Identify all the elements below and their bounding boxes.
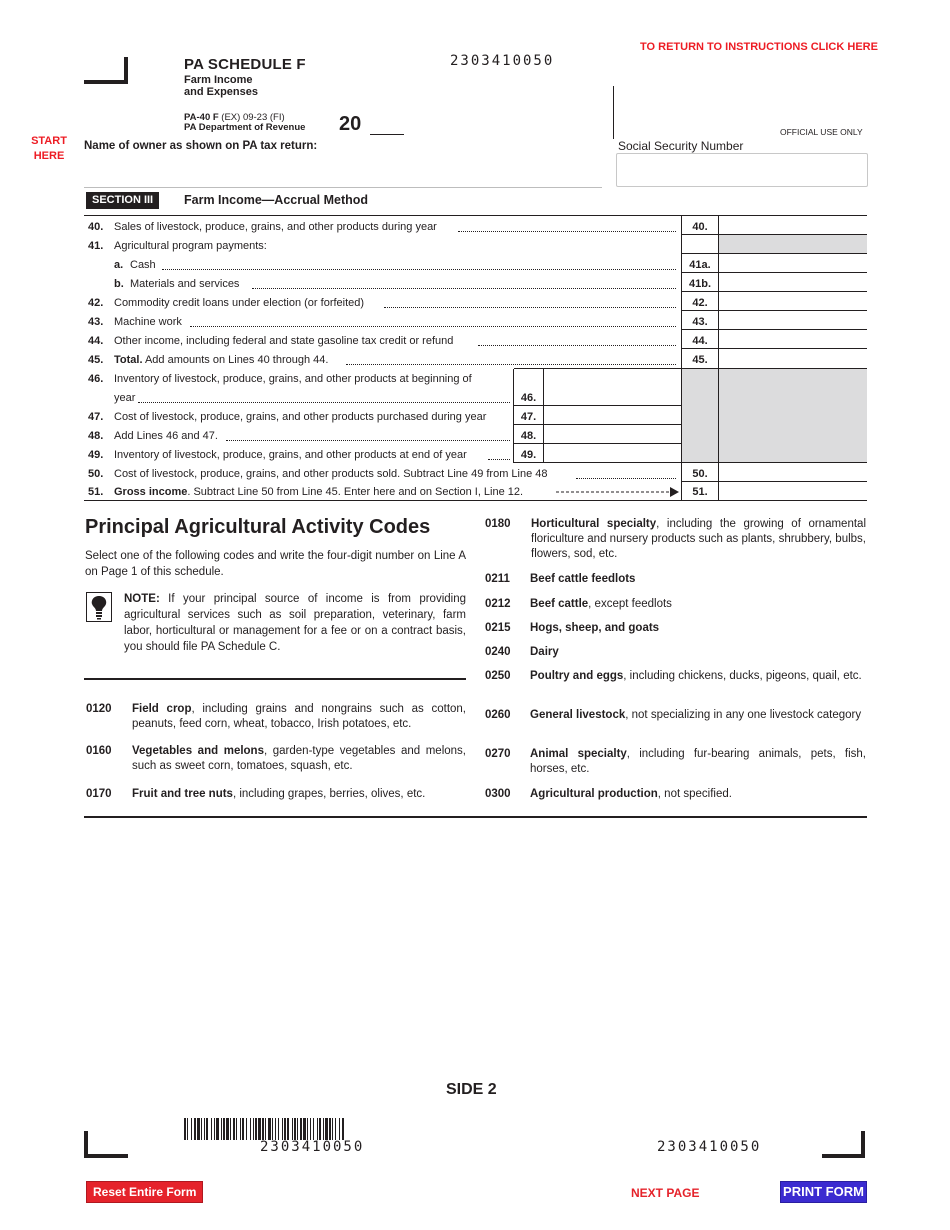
- shade-46-49-amtcol: [719, 369, 867, 463]
- line-49: [88, 449, 467, 462]
- section-title: Farm Income—Accrual Method: [184, 193, 369, 207]
- note-text: If your principal source of income is from providing agricultural services such as soil preparation, veterinary, farm labor, horticultural or management for a fee or on a contract basis, you should file PA Schedule C.: [124, 593, 466, 653]
- code-number: 0250: [485, 670, 511, 682]
- code-description: [530, 621, 866, 636]
- line-42-number: 42.: [88, 297, 104, 309]
- line-41a-text: Cash: [130, 259, 156, 271]
- line-40-number: 40.: [88, 221, 104, 233]
- line-49-number: 49.: [88, 449, 104, 461]
- line-51: [88, 486, 523, 499]
- line-41: [88, 240, 267, 253]
- form-code-bold: PA-40 F: [184, 112, 219, 123]
- line-43-ref: 43.: [692, 316, 708, 328]
- code-row: [485, 572, 866, 588]
- line-40: [88, 221, 437, 234]
- code-number: 0240: [485, 646, 511, 658]
- corner-mark-bottom-left-h: [84, 1154, 128, 1158]
- department-name: PA Department of Revenue: [184, 122, 306, 133]
- line-49-amount[interactable]: [545, 444, 680, 462]
- section-badge: SECTION III: [86, 192, 159, 209]
- line-41b-letter: b.: [114, 278, 124, 290]
- line-50-number: 50.: [88, 468, 104, 480]
- line-46-text: Inventory of livestock, produce, grains, and other products at beginning of: [114, 373, 472, 385]
- line-43-amount[interactable]: [720, 311, 866, 329]
- line-45-number: 45.: [88, 354, 104, 366]
- line-46-cont: [114, 392, 135, 405]
- line-42-leader: [384, 307, 676, 308]
- code-number: 0160: [86, 745, 112, 757]
- row-rule: [514, 368, 867, 369]
- line-42-amount[interactable]: [720, 292, 866, 310]
- line-41b-text: Materials and services: [130, 278, 240, 290]
- line-43-number: 43.: [88, 316, 104, 328]
- line-50-leader: [576, 478, 676, 479]
- line-40-ref: 40.: [692, 221, 708, 233]
- code-row: [485, 708, 866, 740]
- line-48-number: 48.: [88, 430, 104, 442]
- line-46-text2: year: [114, 392, 136, 404]
- code-name: Fruit and tree nuts: [132, 788, 233, 800]
- code-name: Dairy: [530, 646, 559, 658]
- line-47: [88, 411, 486, 424]
- line-47-ref: 47.: [520, 411, 537, 423]
- line-46-leader: [138, 402, 510, 403]
- line-48-ref: 48.: [520, 430, 537, 442]
- tax-year-prefix: 20: [339, 113, 362, 135]
- code-desc: , including fur-bearing animals, pets, fish, horses, etc.: [530, 748, 866, 775]
- tax-year-input-line[interactable]: [370, 134, 404, 135]
- codes-bottom-rule: [84, 816, 867, 818]
- code-row: [485, 645, 866, 661]
- line-51-arrow-icon: [556, 486, 680, 498]
- code-description: [530, 597, 866, 612]
- code-row: [485, 747, 866, 779]
- official-use-label: OFFICIAL USE ONLY: [780, 127, 863, 137]
- start-here-line2: HERE: [33, 150, 65, 162]
- code-number: 0120: [86, 703, 112, 715]
- code-row: [86, 787, 466, 803]
- code-name: Beef cattle: [530, 598, 589, 610]
- line-44-ref: 44.: [692, 335, 708, 347]
- line-51-amount[interactable]: [720, 482, 866, 500]
- line-45-bold: Total.: [114, 354, 143, 366]
- line-45-amount[interactable]: [720, 349, 866, 367]
- line-42: [88, 297, 364, 310]
- code-desc: , including chickens, ducks, pigeons, quail, etc.: [623, 670, 862, 682]
- line-51-number: 51.: [88, 486, 104, 498]
- owner-name-input[interactable]: [84, 187, 602, 188]
- corner-mark-bottom-right-h: [822, 1154, 865, 1158]
- start-here-line1: START: [31, 135, 67, 147]
- code-desc: , except feedlots: [588, 598, 672, 610]
- code-description: [132, 744, 466, 774]
- line-41a-leader: [162, 269, 676, 270]
- barcode-icon: [184, 1118, 448, 1140]
- note-label: NOTE:: [124, 593, 160, 605]
- line-47-amount[interactable]: [545, 406, 680, 424]
- line-41b: [88, 278, 239, 291]
- line-40-text: Sales of livestock, produce, grains, and other products during year: [114, 221, 437, 233]
- line-45: [88, 354, 328, 367]
- corner-mark-top-left-h: [84, 80, 128, 84]
- return-to-instructions-link[interactable]: TO RETURN TO INSTRUCTIONS CLICK HERE: [640, 41, 878, 53]
- line-41a-letter: a.: [114, 259, 124, 271]
- owner-name-label: Name of owner as shown on PA tax return:: [84, 140, 318, 152]
- code-description: [530, 787, 866, 802]
- start-here-label: [30, 134, 68, 164]
- code-number: 0270: [485, 748, 511, 760]
- inner-ref-right: [543, 369, 544, 463]
- line-42-ref: 42.: [692, 297, 708, 309]
- line-50-ref: 50.: [692, 468, 708, 480]
- code-name: Hogs, sheep, and goats: [530, 622, 660, 634]
- form-subtitle-line2: and Expenses: [184, 86, 258, 98]
- code-number: 0180: [485, 518, 511, 530]
- line-47-text: Cost of livestock, produce, grains, and other products purchased during year: [114, 411, 487, 423]
- form-code-rest: (EX) 09-23 (FI): [218, 112, 285, 123]
- code-desc: , garden-type vegetables and melons, such as sweet corn, tomatoes, squash, etc.: [132, 745, 466, 772]
- line-50-text: Cost of livestock, produce, grains, and other products sold. Subtract Line 49 from Line 48: [114, 468, 548, 480]
- code-name: Beef cattle feedlots: [530, 573, 636, 585]
- line-46: [88, 373, 472, 386]
- line-40-amount[interactable]: [720, 216, 866, 234]
- line-48-amount[interactable]: [545, 425, 680, 443]
- code-row: [485, 621, 866, 637]
- barcode-number: 2303410050: [260, 1139, 365, 1155]
- line-44-amount[interactable]: [720, 330, 866, 348]
- code-description: [530, 669, 866, 684]
- line-41b-leader: [252, 288, 676, 289]
- code-number: 0260: [485, 709, 511, 721]
- ssn-label: Social Security Number: [618, 139, 744, 153]
- note-paragraph: [124, 591, 466, 655]
- table-bottom-rule: [84, 500, 867, 501]
- next-page-link[interactable]: NEXT PAGE: [631, 1186, 700, 1200]
- note-box: [86, 592, 112, 622]
- form-title: PA SCHEDULE F: [184, 56, 306, 73]
- code-row: [485, 669, 866, 701]
- code-description: [132, 702, 466, 732]
- lightbulb-icon: [87, 593, 111, 621]
- line-44: [88, 335, 453, 348]
- code-number: 0212: [485, 598, 511, 610]
- code-number: 0211: [485, 573, 510, 585]
- form-subtitle: [184, 74, 304, 98]
- ssn-divider: [613, 86, 614, 139]
- code-name: Field crop: [132, 703, 192, 715]
- ssn-input[interactable]: [616, 153, 868, 187]
- line-40-leader: [458, 231, 676, 232]
- line-49-text: Inventory of livestock, produce, grains, and other products at end of year: [114, 449, 467, 461]
- line-44-text: Other income, including federal and state gasoline tax credit or refund: [114, 335, 454, 347]
- line-46-number: 46.: [88, 373, 104, 385]
- print-form-button[interactable]: PRINT FORM: [780, 1181, 867, 1203]
- line-48-text: Add Lines 46 and 47.: [114, 430, 218, 442]
- code-name: General livestock: [530, 709, 626, 721]
- document-number-top: 2303410050: [450, 53, 555, 69]
- line-41-text: Agricultural program payments:: [114, 240, 267, 252]
- reset-form-button[interactable]: Reset Entire Form: [86, 1181, 203, 1203]
- activity-codes-title: Principal Agricultural Activity Codes: [85, 516, 431, 538]
- line-51-bold: Gross income: [114, 486, 188, 498]
- code-description: [530, 747, 866, 777]
- code-row: [485, 597, 866, 613]
- line-49-leader: [488, 459, 510, 460]
- row-rule: [682, 234, 867, 235]
- line-50: [88, 468, 548, 481]
- side-label: SIDE 2: [446, 1081, 497, 1098]
- form-subtitle-line1: Farm Income: [184, 74, 253, 86]
- line-41a-ref: 41a.: [689, 259, 711, 271]
- code-number: 0300: [485, 788, 511, 800]
- code-desc: , not specializing in any one livestock category: [625, 709, 862, 721]
- code-description: [530, 645, 866, 660]
- line-45-text: Add amounts on Lines 40 through 44.: [142, 354, 329, 366]
- note-divider: [84, 678, 466, 680]
- line-51-text: . Subtract Line 50 from Line 45. Enter here and on Section I, Line 12.: [187, 486, 524, 498]
- code-description: [530, 708, 866, 723]
- code-row: [485, 517, 866, 565]
- line-41b-ref: 41b.: [688, 278, 711, 290]
- line-43-text: Machine work: [114, 316, 182, 328]
- line-45-ref: 45.: [692, 354, 708, 366]
- form-code: [184, 113, 305, 133]
- code-name: Vegetables and melons: [132, 745, 264, 757]
- code-desc: , not specified.: [657, 788, 732, 800]
- code-description: [132, 787, 466, 802]
- code-name: Horticultural specialty: [531, 518, 657, 530]
- activity-codes-intro: Select one of the following codes and write the four-digit number on Line A on Page 1 of this schedule.: [85, 550, 466, 578]
- line-51-ref: 51.: [692, 486, 708, 498]
- code-name: Agricultural production: [530, 788, 658, 800]
- line-43-leader: [190, 326, 676, 327]
- code-description: [530, 572, 866, 587]
- code-name: Poultry and eggs: [530, 670, 624, 682]
- line-48-leader: [226, 440, 510, 441]
- code-name: Animal specialty: [530, 748, 627, 760]
- line-44-leader: [478, 345, 676, 346]
- line-50-amount[interactable]: [720, 463, 866, 481]
- code-number: 0170: [86, 788, 112, 800]
- code-row: [485, 787, 866, 803]
- code-description: [531, 517, 866, 562]
- code-desc: , including grapes, berries, olives, etc.: [232, 788, 426, 800]
- line-42-text: Commodity credit loans under election (or forfeited): [114, 297, 365, 309]
- line-41a: [88, 259, 156, 272]
- line-41-number: 41.: [88, 240, 104, 252]
- line-43: [88, 316, 182, 329]
- document-number-bottom: 2303410050: [657, 1139, 762, 1155]
- line-41a-amount[interactable]: [720, 254, 866, 272]
- line-41b-amount[interactable]: [720, 273, 866, 291]
- line-49-ref: 49.: [520, 449, 537, 461]
- line-44-number: 44.: [88, 335, 104, 347]
- code-desc: , including the growing of ornamental floriculture and nursery products such as plants, shrubbery, bulbs, flowers, sod, etc.: [531, 518, 866, 560]
- shade-41-header: [719, 235, 867, 253]
- code-row: [86, 702, 466, 734]
- line-47-number: 47.: [88, 411, 104, 423]
- line-46-amount[interactable]: [545, 387, 680, 405]
- code-row: [86, 744, 466, 776]
- code-number: 0215: [485, 622, 511, 634]
- line-45-leader: [346, 364, 676, 365]
- line-48: [88, 430, 218, 443]
- code-desc: , including grains and nongrains such as cotton, peanuts, feed corn, wheat, tobacco, Irish potatoes, etc.: [132, 703, 466, 730]
- line-46-ref: 46.: [520, 392, 537, 404]
- shade-46-49-refcol: [682, 369, 718, 463]
